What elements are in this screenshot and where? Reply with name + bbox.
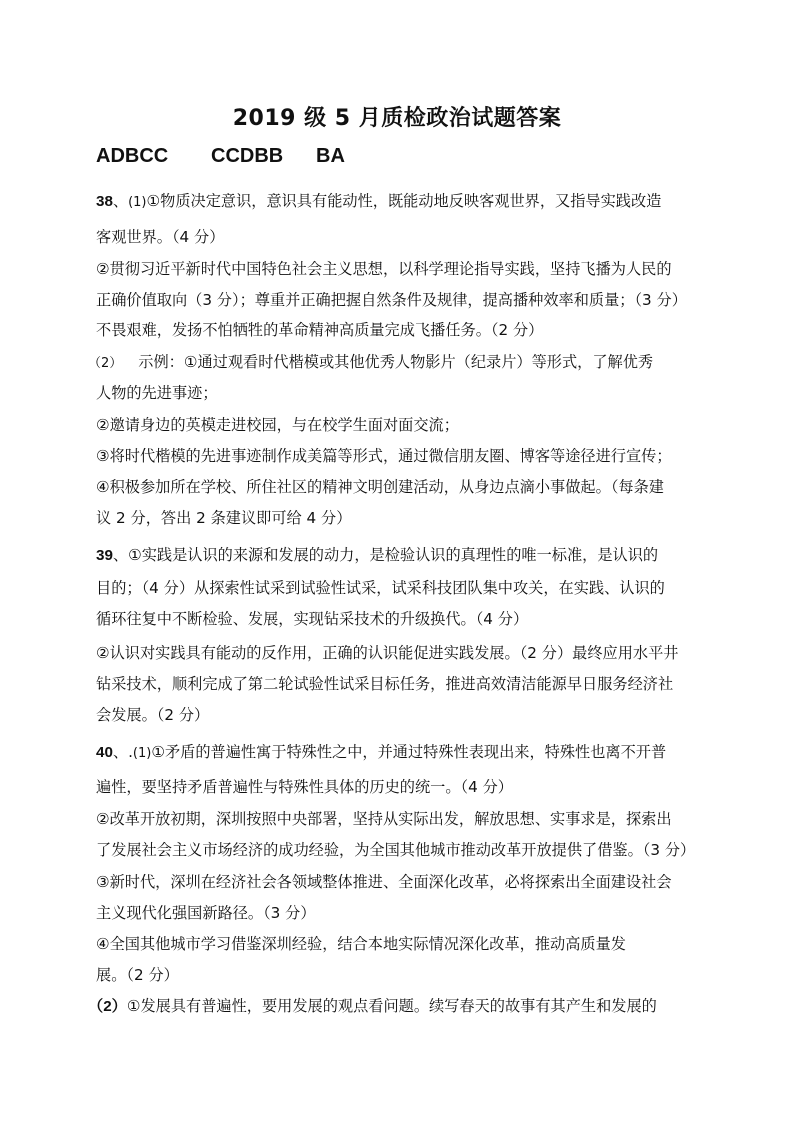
q38-line-11: 议 2 分，答出 2 条建议即可给 4 分） bbox=[96, 509, 352, 527]
q38-line-7: 人物的先进事迹； bbox=[96, 384, 218, 402]
q39-line-6: 会发展。（2 分） bbox=[96, 706, 210, 724]
q40-line-6: 主义现代化强国新路径。（3 分） bbox=[96, 904, 316, 922]
question-number: 39 bbox=[96, 547, 113, 564]
sub-number: (1) bbox=[132, 746, 152, 761]
q40-line-3: ②改革开放初期，深圳按照中央部署，坚持从实际出发，解放思想、实事求是，探索出 bbox=[96, 810, 672, 828]
q38-line-3: ②贯彻习近平新时代中国特色社会主义思想，以科学理论指导实践，坚持飞播为人民的 bbox=[96, 260, 672, 278]
answer-text: ①物质决定意识，意识具有能动性，既能动地反映客观世界，又指导实践改造 bbox=[146, 192, 662, 210]
q38-line-1 bbox=[96, 190, 661, 211]
separator: 、 bbox=[112, 192, 129, 210]
q39-line-4: ②认识对实践具有能动的反作用，正确的认识能促进实践发展。（2 分）最终应用水平井 bbox=[96, 644, 679, 662]
q38-line-2: 客观世界。（4 分） bbox=[96, 228, 225, 246]
q38-line-10: ④积极参加所在学校、所住社区的精神文明创建活动，从身边点滴小事做起。（每条建 bbox=[96, 478, 664, 496]
answer-text: 示例：①通过观看时代楷模或其他优秀人物影片（纪录片）等形式，了解优秀 bbox=[138, 353, 654, 371]
q40-line-1 bbox=[96, 741, 666, 762]
q38-line-9: ③将时代楷模的先进事迹制作成美篇等形式，通过微信朋友圈、博客等途径进行宣传； bbox=[96, 447, 672, 465]
q38-line-4: 正确价值取向（3 分）；尊重并正确把握自然条件及规律，提高播种效率和质量；（3 分） bbox=[96, 291, 687, 309]
question-number: 38 bbox=[96, 193, 113, 210]
answer-group-3: BA bbox=[316, 145, 345, 167]
q40-line-2: 遍性，要坚持矛盾普遍性与特殊性具体的历史的统一。（4 分） bbox=[96, 778, 513, 796]
q39-line-5: 钻采技术，顺利完成了第二轮试验性试采目标任务，推进高效清洁能源早日服务经济社 bbox=[96, 675, 674, 693]
q39-line-2: 目的；（4 分）从探索性试采到试验性试采，试采科技团队集中攻关，在实践、认识的 bbox=[96, 579, 665, 597]
sub-number: （2） bbox=[88, 998, 127, 1015]
q40-line-7: ④全国其他城市学习借鉴深圳经验，结合本地实际情况深化改革，推动高质量发 bbox=[96, 935, 626, 953]
q40-line-4: 了发展社会主义市场经济的成功经验，为全国其他城市推动改革开放提供了借鉴。（3 分） bbox=[96, 841, 696, 859]
answer-group-2: CCDBB bbox=[211, 145, 284, 167]
page-title: 2019 级 5 月质检政治试题答案 bbox=[232, 106, 562, 131]
q38-line-8: ②邀请身边的英模走进校园，与在校学生面对面交流； bbox=[96, 416, 459, 434]
answer-group-1: ADBCC bbox=[96, 145, 169, 167]
q40-line-8: 展。（2 分） bbox=[96, 966, 179, 984]
q40-line-5: ③新时代，深圳在经济社会各领域整体推进、全面深化改革，必将探索出全面建设社会 bbox=[96, 873, 672, 891]
separator: 、. bbox=[112, 743, 133, 761]
sub-number: (1) bbox=[128, 195, 147, 210]
q38-line-5: 不畏艰难，发扬不怕牺牲的革命精神高质量完成飞播任务。（2 分） bbox=[96, 321, 544, 339]
question-number: 40 bbox=[96, 744, 113, 761]
q38-line-6 bbox=[88, 351, 653, 372]
answer-text: 、①实践是认识的来源和发展的动力，是检验认识的真理性的唯一标准，是认识的 bbox=[112, 546, 659, 564]
answer-text: ①发展具有普遍性，要用发展的观点看问题。续写春天的故事有其产生和发展的 bbox=[126, 997, 657, 1015]
q40-line-9 bbox=[88, 995, 657, 1016]
q39-line-3: 循环往复中不断检验、发展，实现钻采技术的升级换代。（4 分） bbox=[96, 610, 529, 628]
answer-text: ①矛盾的普遍性寓于特殊性之中，并通过特殊性表现出来，特殊性也离不开普 bbox=[151, 743, 667, 761]
q39-line-1 bbox=[96, 544, 658, 565]
sub-number: （2） bbox=[88, 356, 123, 371]
